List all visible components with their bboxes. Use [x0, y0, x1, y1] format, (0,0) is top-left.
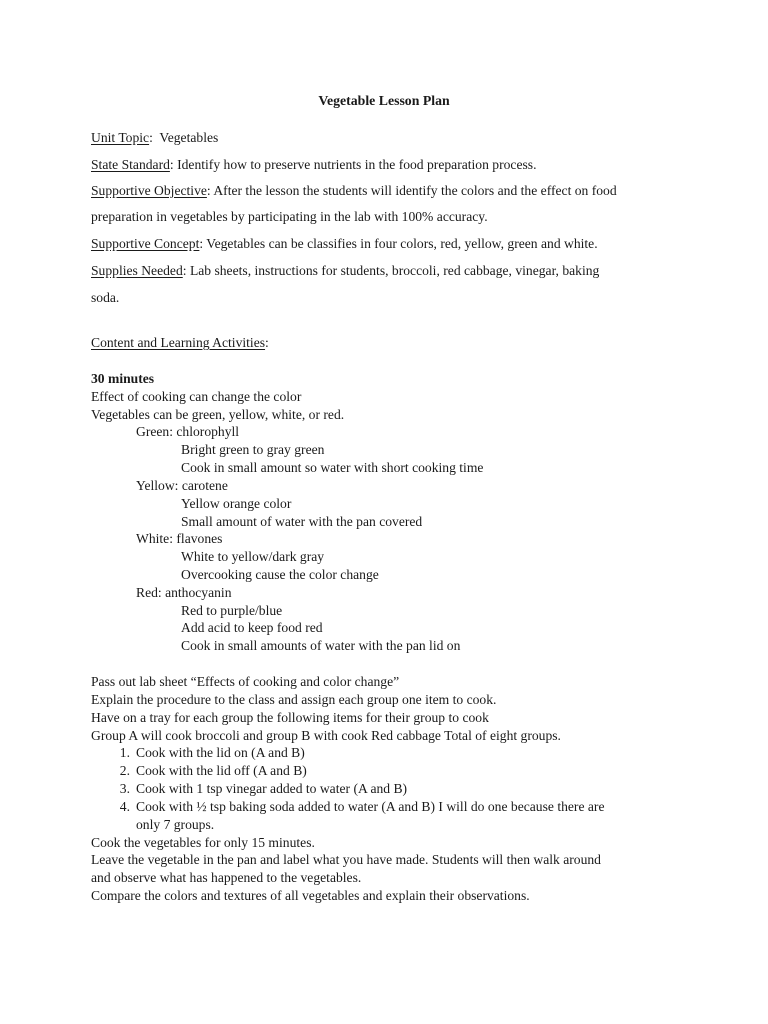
supportive-concept-label: Supportive Concept [91, 236, 200, 251]
content-heading [91, 335, 269, 351]
color-name-red: Red: anthocyanin [136, 585, 232, 600]
list-item: Cook with the lid off (A and B) [136, 763, 307, 778]
supplies-needed-label: Supplies Needed [91, 263, 183, 278]
list-number: 4. [119, 799, 130, 814]
list-number: 1. [119, 745, 130, 760]
color-detail: Small amount of water with the pan covered [181, 514, 423, 529]
document-title: Vegetable Lesson Plan [318, 93, 450, 108]
closing-line: and observe what has happened to the vegetables. [91, 870, 362, 885]
supplies-needed-sep: : [182, 263, 190, 278]
supplies-needed-value-2: soda. [91, 290, 120, 305]
list-item: Cook with the lid on (A and B) [136, 745, 305, 760]
list-item: Cook with ½ tsp baking soda added to water (A and B) I will do one because there are [136, 799, 605, 814]
supportive-concept-sep: : [199, 236, 207, 251]
supplies-needed-value-1: Lab sheets, instructions for students, broccoli, red cabbage, vinegar, baking [189, 263, 600, 278]
procedure-line: Explain the procedure to the class and assign each group one item to cook. [91, 692, 497, 707]
state-standard-line [91, 157, 536, 173]
intro-line: Vegetables can be green, yellow, white, or red. [91, 407, 345, 422]
procedure-line: Pass out lab sheet “Effects of cooking and color change” [91, 674, 400, 689]
color-name-green: Green: chlorophyll [136, 424, 240, 439]
supportive-concept-line [91, 236, 598, 252]
procedure-line: Have on a tray for each group the following items for their group to cook [91, 710, 489, 725]
content-heading-label: Content and Learning Activities [91, 335, 266, 350]
supplies-needed-line [91, 263, 599, 279]
unit-topic-line [91, 130, 218, 146]
state-standard-sep: : [169, 157, 178, 172]
intro-line: Effect of cooking can change the color [91, 389, 302, 404]
color-detail: Overcooking cause the color change [181, 567, 379, 582]
list-item-continuation: only 7 groups. [136, 817, 215, 832]
color-detail: Red to purple/blue [181, 603, 283, 618]
time-heading: 30 minutes [91, 371, 155, 386]
content-heading-sep: : [265, 335, 269, 350]
state-standard-label: State Standard [91, 157, 170, 172]
unit-topic-label: Unit Topic [91, 130, 150, 145]
state-standard-value: Identify how to preserve nutrients in the food preparation process. [177, 157, 537, 172]
color-detail: White to yellow/dark gray [181, 549, 325, 564]
unit-topic-value: Vegetables [159, 130, 219, 145]
unit-topic-sep: : [149, 130, 160, 145]
color-detail: Cook in small amount so water with short cooking time [181, 460, 484, 475]
supportive-concept-value: Vegetables can be classifies in four colors, red, yellow, green and white. [206, 236, 598, 251]
supportive-objective-value-2: preparation in vegetables by participating in the lab with 100% accuracy. [91, 209, 488, 224]
closing-line: Leave the vegetable in the pan and label what you have made. Students will then walk around [91, 852, 601, 867]
list-number: 2. [119, 763, 130, 778]
supportive-objective-sep: : [206, 183, 214, 198]
supportive-objective-label: Supportive Objective [91, 183, 207, 198]
color-detail: Bright green to gray green [181, 442, 325, 457]
color-name-yellow: Yellow: carotene [136, 478, 228, 493]
color-detail: Cook in small amounts of water with the pan lid on [181, 638, 461, 653]
supportive-objective-line [91, 183, 617, 199]
procedure-line: Group A will cook broccoli and group B with cook Red cabbage Total of eight groups. [91, 728, 561, 743]
closing-line: Compare the colors and textures of all vegetables and explain their observations. [91, 888, 530, 903]
color-name-white: White: flavones [136, 531, 223, 546]
list-item: Cook with 1 tsp vinegar added to water (A and B) [136, 781, 408, 796]
color-detail: Add acid to keep food red [181, 620, 323, 635]
list-number: 3. [119, 781, 130, 796]
supportive-objective-value-1: After the lesson the students will identify the colors and the effect on food [213, 183, 617, 198]
closing-line: Cook the vegetables for only 15 minutes. [91, 835, 315, 850]
color-detail: Yellow orange color [181, 496, 292, 511]
